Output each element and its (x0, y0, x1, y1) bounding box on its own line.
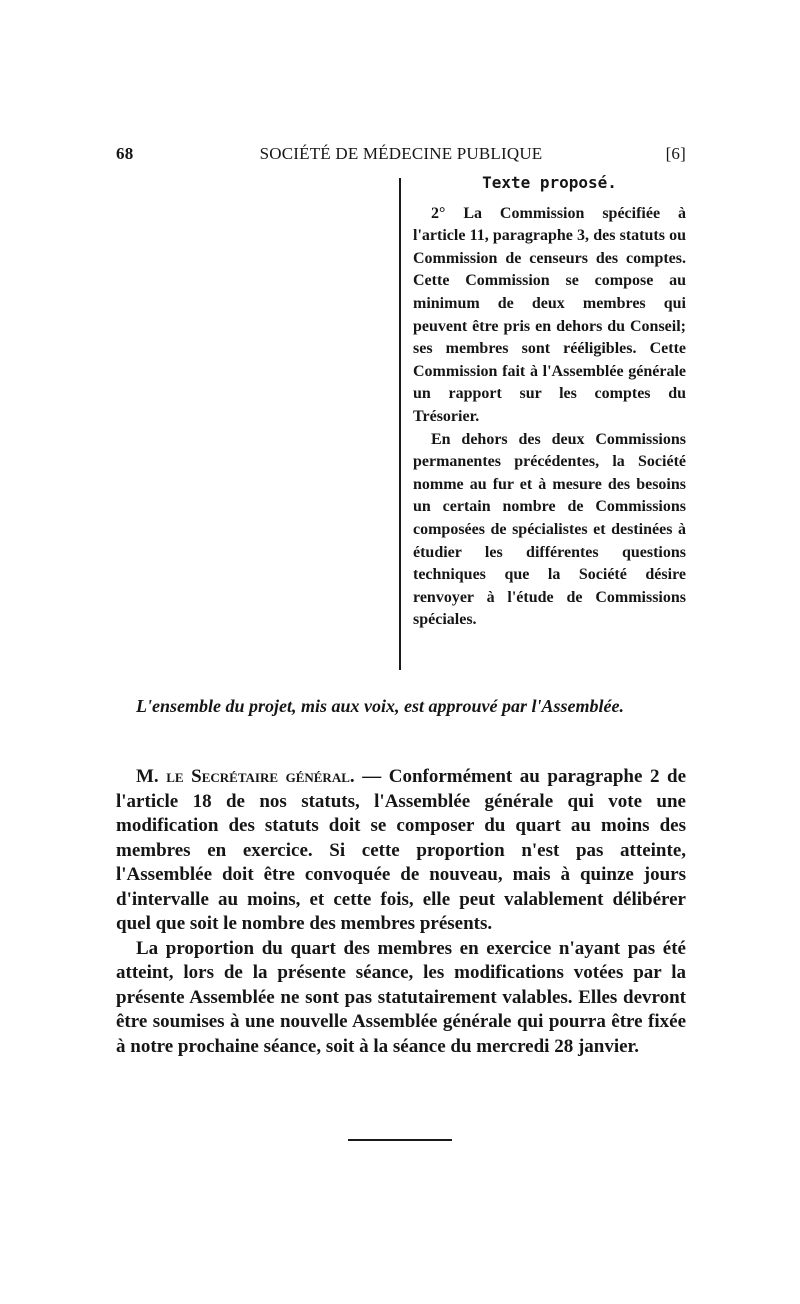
end-rule (348, 1139, 452, 1141)
vote-statement: L'ensemble du projet, mis aux voix, est approuvé par l'Assemblée. (136, 696, 624, 716)
proposed-text-column (413, 172, 686, 632)
proposed-paragraph-1: 2° La Commission spécifiée à l'article 11, paragraphe 3, des statuts ou Commission de censeurs des comptes. Cette Commission se compose au minimum de deux membres qui peuvent être pris en dehors du Conseil; ses membres sont rééligibles. Cette Commission fait à l'Assemblée générale un rapport sur les comptes du Trésorier. (413, 204, 686, 425)
column-heading: Texte proposé. (482, 173, 617, 192)
running-title: SOCIÉTÉ DE MÉDECINE PUBLIQUE (259, 144, 543, 163)
body-paragraph-2: La proportion du quart des membres en exercice n'ayant pas été atteint, lors de la présente séance, les modifications votées par la présente Assemblée ne sont pas statutairement valables. Elles devront être soumises à une nouvelle Assemblée générale qui pourra être fixée à notre prochaine séance, soit à la séance du mercredi 28 janvier. (116, 937, 686, 1057)
speaker-name: M. le Secrétaire général. (136, 766, 355, 787)
column-divider (399, 178, 401, 670)
secretary-statement (116, 765, 686, 1059)
body-paragraph-1-text: — Conformément au paragraphe 2 de l'article 18 de nos statuts, l'Assemblée générale qui vote une modification des statuts doit se composer du quart au moins des membres en exercice. Si cette proportion n'est pas atteinte, l'Assemblée doit être convoquée de nouveau, mais à quinze jours d'intervalle au moins, et cette fois, elle peut valablement délibérer quel que soit le nombre des membres présents. (116, 766, 687, 934)
section-number: [6] (665, 144, 686, 163)
page-header (116, 144, 686, 168)
body-paragraph-1 (116, 765, 686, 937)
proposed-paragraph-2: En dehors des deux Commissions permanentes précédentes, la Société nomme au fur et à mesure des besoins un certain nombre de Commissions composées de spécialistes et destinées à étudier les différentes questions techniques que la Société désire renvoyer à l'étude de Commissions spéciales. (413, 430, 686, 629)
page-number: 68 (116, 144, 134, 163)
